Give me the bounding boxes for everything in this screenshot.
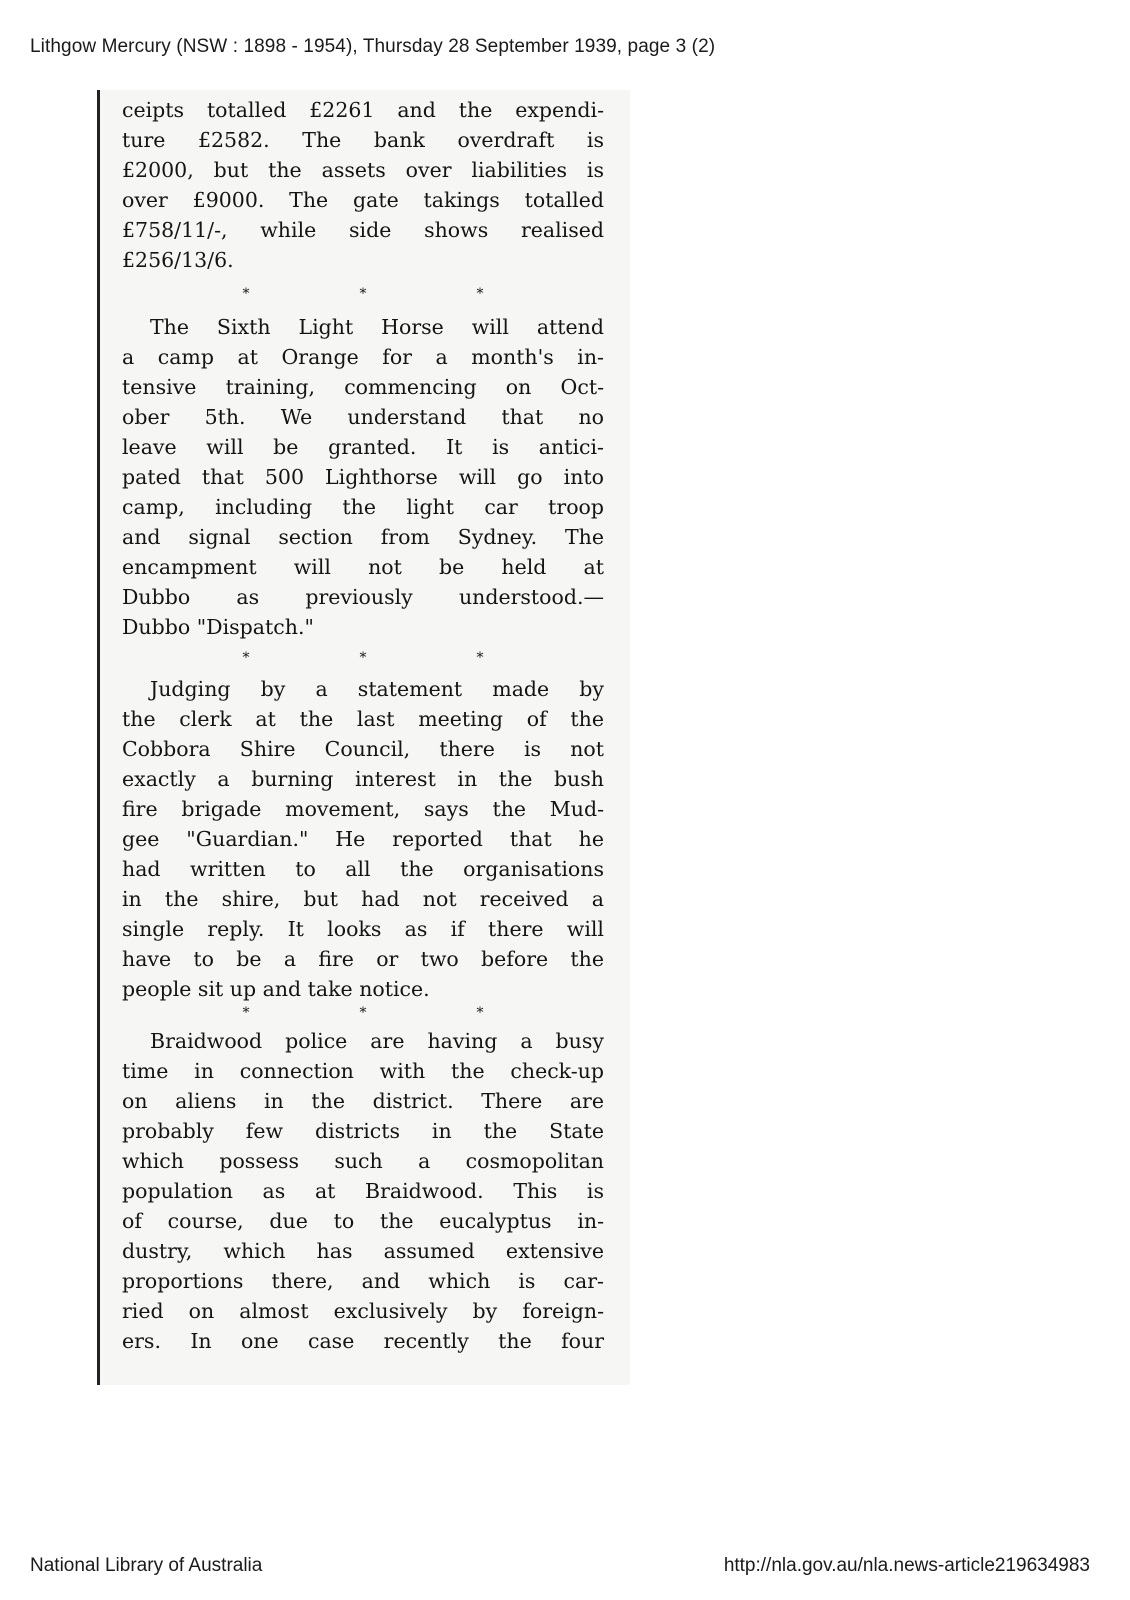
article-line: probably few districts in the State — [122, 1119, 604, 1143]
article-line: proportions there, and which is car- — [122, 1269, 604, 1293]
article-line: exactly a burning interest in the bush — [122, 767, 604, 791]
separator-star: * — [242, 1005, 250, 1021]
article-line: Judging by a statement made by — [150, 677, 604, 701]
article-line: have to be a fire or two before the — [122, 947, 604, 971]
article-line: ried on almost exclusively by foreign- — [122, 1299, 604, 1323]
article-line: £758/11/-, while side shows realised — [122, 218, 604, 242]
article-line: The Sixth Light Horse will attend — [150, 315, 604, 339]
article-line: camp, including the light car troop — [122, 495, 604, 519]
article-line: time in connection with the check-up — [122, 1059, 604, 1083]
article-line: fire brigade movement, says the Mud- — [122, 797, 604, 821]
footer-library-name: National Library of Australia — [30, 1555, 263, 1576]
newspaper-clipping — [97, 90, 630, 1385]
article-line: on aliens in the district. There are — [122, 1089, 604, 1113]
page-citation: Lithgow Mercury (NSW : 1898 - 1954), Thursday 28 September 1939, page 3 (2) — [30, 36, 716, 57]
article-line: pated that 500 Lighthorse will go into — [122, 465, 604, 489]
article-line: had written to all the organisations — [122, 857, 604, 881]
article-line: which possess such a cosmopolitan — [122, 1149, 604, 1173]
separator-star: * — [242, 286, 250, 302]
article-line: the clerk at the last meeting of the — [122, 707, 604, 731]
article-line: tensive training, commencing on Oct- — [122, 375, 604, 399]
footer-article-url[interactable]: http://nla.gov.au/nla.news-article219634983 — [723, 1555, 1090, 1576]
article-line: gee "Guardian." He reported that he — [122, 827, 604, 851]
article-line: Braidwood police are having a busy — [150, 1029, 604, 1053]
article-line: over £9000. The gate takings totalled — [122, 188, 604, 212]
article-line: a camp at Orange for a month's in- — [122, 345, 604, 369]
article-line: ers. In one case recently the four — [122, 1329, 604, 1353]
section-separator — [122, 1002, 604, 1024]
article-line: dustry, which has assumed extensive — [122, 1239, 604, 1263]
section-separator — [122, 283, 604, 305]
article-line: £256/13/6. — [122, 248, 234, 272]
separator-star: * — [359, 1005, 367, 1021]
article-line: and signal section from Sydney. The — [122, 525, 604, 549]
section-separator — [122, 647, 604, 669]
article-line: in the shire, but had not received a — [122, 887, 604, 911]
article-line: £2000, but the assets over liabilities is — [122, 158, 604, 182]
separator-star: * — [476, 650, 484, 666]
article-line: Dubbo "Dispatch." — [122, 615, 314, 639]
article-line: Dubbo as previously understood.— — [122, 585, 604, 609]
article-line: single reply. It looks as if there will — [122, 917, 604, 941]
article-line: ceipts totalled £2261 and the expendi- — [122, 98, 604, 122]
separator-star: * — [476, 286, 484, 302]
separator-star: * — [242, 650, 250, 666]
separator-star: * — [476, 1005, 484, 1021]
article-line: of course, due to the eucalyptus in- — [122, 1209, 604, 1233]
article-line: ture £2582. The bank overdraft is — [122, 128, 604, 152]
article-line: population as at Braidwood. This is — [122, 1179, 604, 1203]
article-line: people sit up and take notice. — [122, 977, 430, 1001]
article-line: leave will be granted. It is antici- — [122, 435, 604, 459]
separator-star: * — [359, 650, 367, 666]
article-line: encampment will not be held at — [122, 555, 604, 579]
separator-star: * — [359, 286, 367, 302]
article-line: ober 5th. We understand that no — [122, 405, 604, 429]
article-line: Cobbora Shire Council, there is not — [122, 737, 604, 761]
